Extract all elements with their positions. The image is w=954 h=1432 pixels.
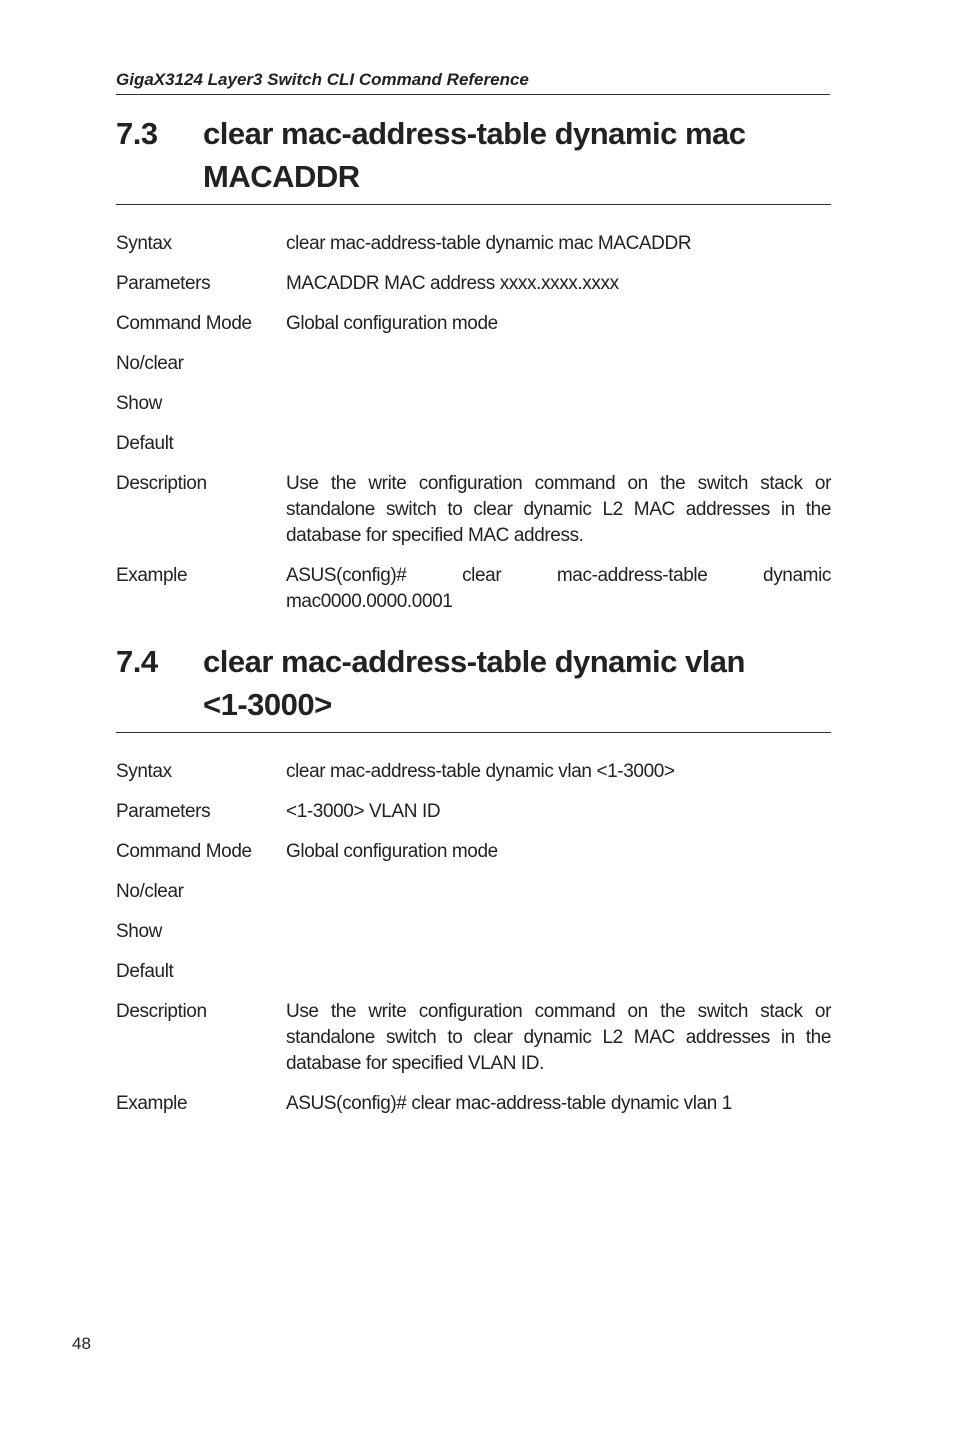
page-number: 48 [72, 1334, 91, 1353]
definition-list [116, 759, 831, 1117]
row-label: Show [116, 921, 162, 942]
row-example [116, 1091, 831, 1117]
row-value: ASUS(config)# clear mac-address-table dynamic vlan 1 [286, 1093, 732, 1114]
row-value [286, 879, 831, 905]
definition-list [116, 231, 831, 615]
row-label: Syntax [116, 761, 172, 782]
row-value [286, 431, 831, 457]
section-title [116, 112, 831, 205]
row-label: Parameters [116, 273, 211, 294]
row-parameters [116, 271, 831, 297]
section-7-4 [116, 640, 831, 1131]
row-value: <1-3000> VLAN ID [286, 801, 441, 822]
row-command-mode [116, 311, 831, 337]
row-value [286, 959, 831, 985]
row-no-clear [116, 879, 831, 905]
row-show [116, 919, 831, 945]
row-label: Syntax [116, 233, 172, 254]
row-default [116, 959, 831, 985]
row-value [286, 351, 831, 377]
section-title-line2: MACADDR [203, 159, 360, 194]
row-label: Command Mode [116, 313, 252, 334]
row-value: Global configuration mode [286, 841, 498, 862]
section-title [116, 640, 831, 733]
row-syntax [116, 231, 831, 257]
row-value [286, 919, 831, 945]
row-syntax [116, 759, 831, 785]
row-example [116, 563, 831, 615]
row-no-clear [116, 351, 831, 377]
running-header: GigaX3124 Layer3 Switch CLI Command Reference [116, 70, 830, 95]
row-show [116, 391, 831, 417]
row-label: No/clear [116, 353, 184, 374]
section-title-line1: clear mac-address-table dynamic vlan [203, 644, 745, 679]
row-label: Description [116, 1001, 207, 1022]
section-number: 7.4 [116, 644, 158, 679]
section-7-3 [116, 112, 831, 629]
row-label: Example [116, 1093, 188, 1114]
row-description [116, 999, 831, 1077]
row-label: Description [116, 473, 207, 494]
row-value: Use the write configuration command on the switch stack or standalone switch to clear dynamic L2 MAC addresses in the database for specified MAC address. [286, 473, 831, 546]
row-value: clear mac-address-table dynamic vlan <1-3000> [286, 761, 675, 782]
row-description [116, 471, 831, 549]
row-parameters [116, 799, 831, 825]
section-title-line2: <1-3000> [203, 687, 332, 722]
row-value: MACADDR MAC address xxxx.xxxx.xxxx [286, 273, 619, 294]
row-label: Example [116, 565, 188, 586]
section-title-line1: clear mac-address-table dynamic mac [203, 116, 746, 151]
row-command-mode [116, 839, 831, 865]
row-label: Default [116, 961, 174, 982]
row-value: ASUS(config)# clear mac-address-table dynamic mac0000.0000.0001 [286, 565, 831, 612]
row-value: clear mac-address-table dynamic mac MACADDR [286, 233, 692, 254]
row-label: Show [116, 393, 162, 414]
row-label: Command Mode [116, 841, 252, 862]
row-value [286, 391, 831, 417]
row-value: Global configuration mode [286, 313, 498, 334]
row-label: Parameters [116, 801, 211, 822]
section-number: 7.3 [116, 116, 158, 151]
row-label: Default [116, 433, 174, 454]
row-value: Use the write configuration command on the switch stack or standalone switch to clear dynamic L2 MAC addresses in the database for specified VLAN ID. [286, 1001, 831, 1074]
row-default [116, 431, 831, 457]
row-label: No/clear [116, 881, 184, 902]
